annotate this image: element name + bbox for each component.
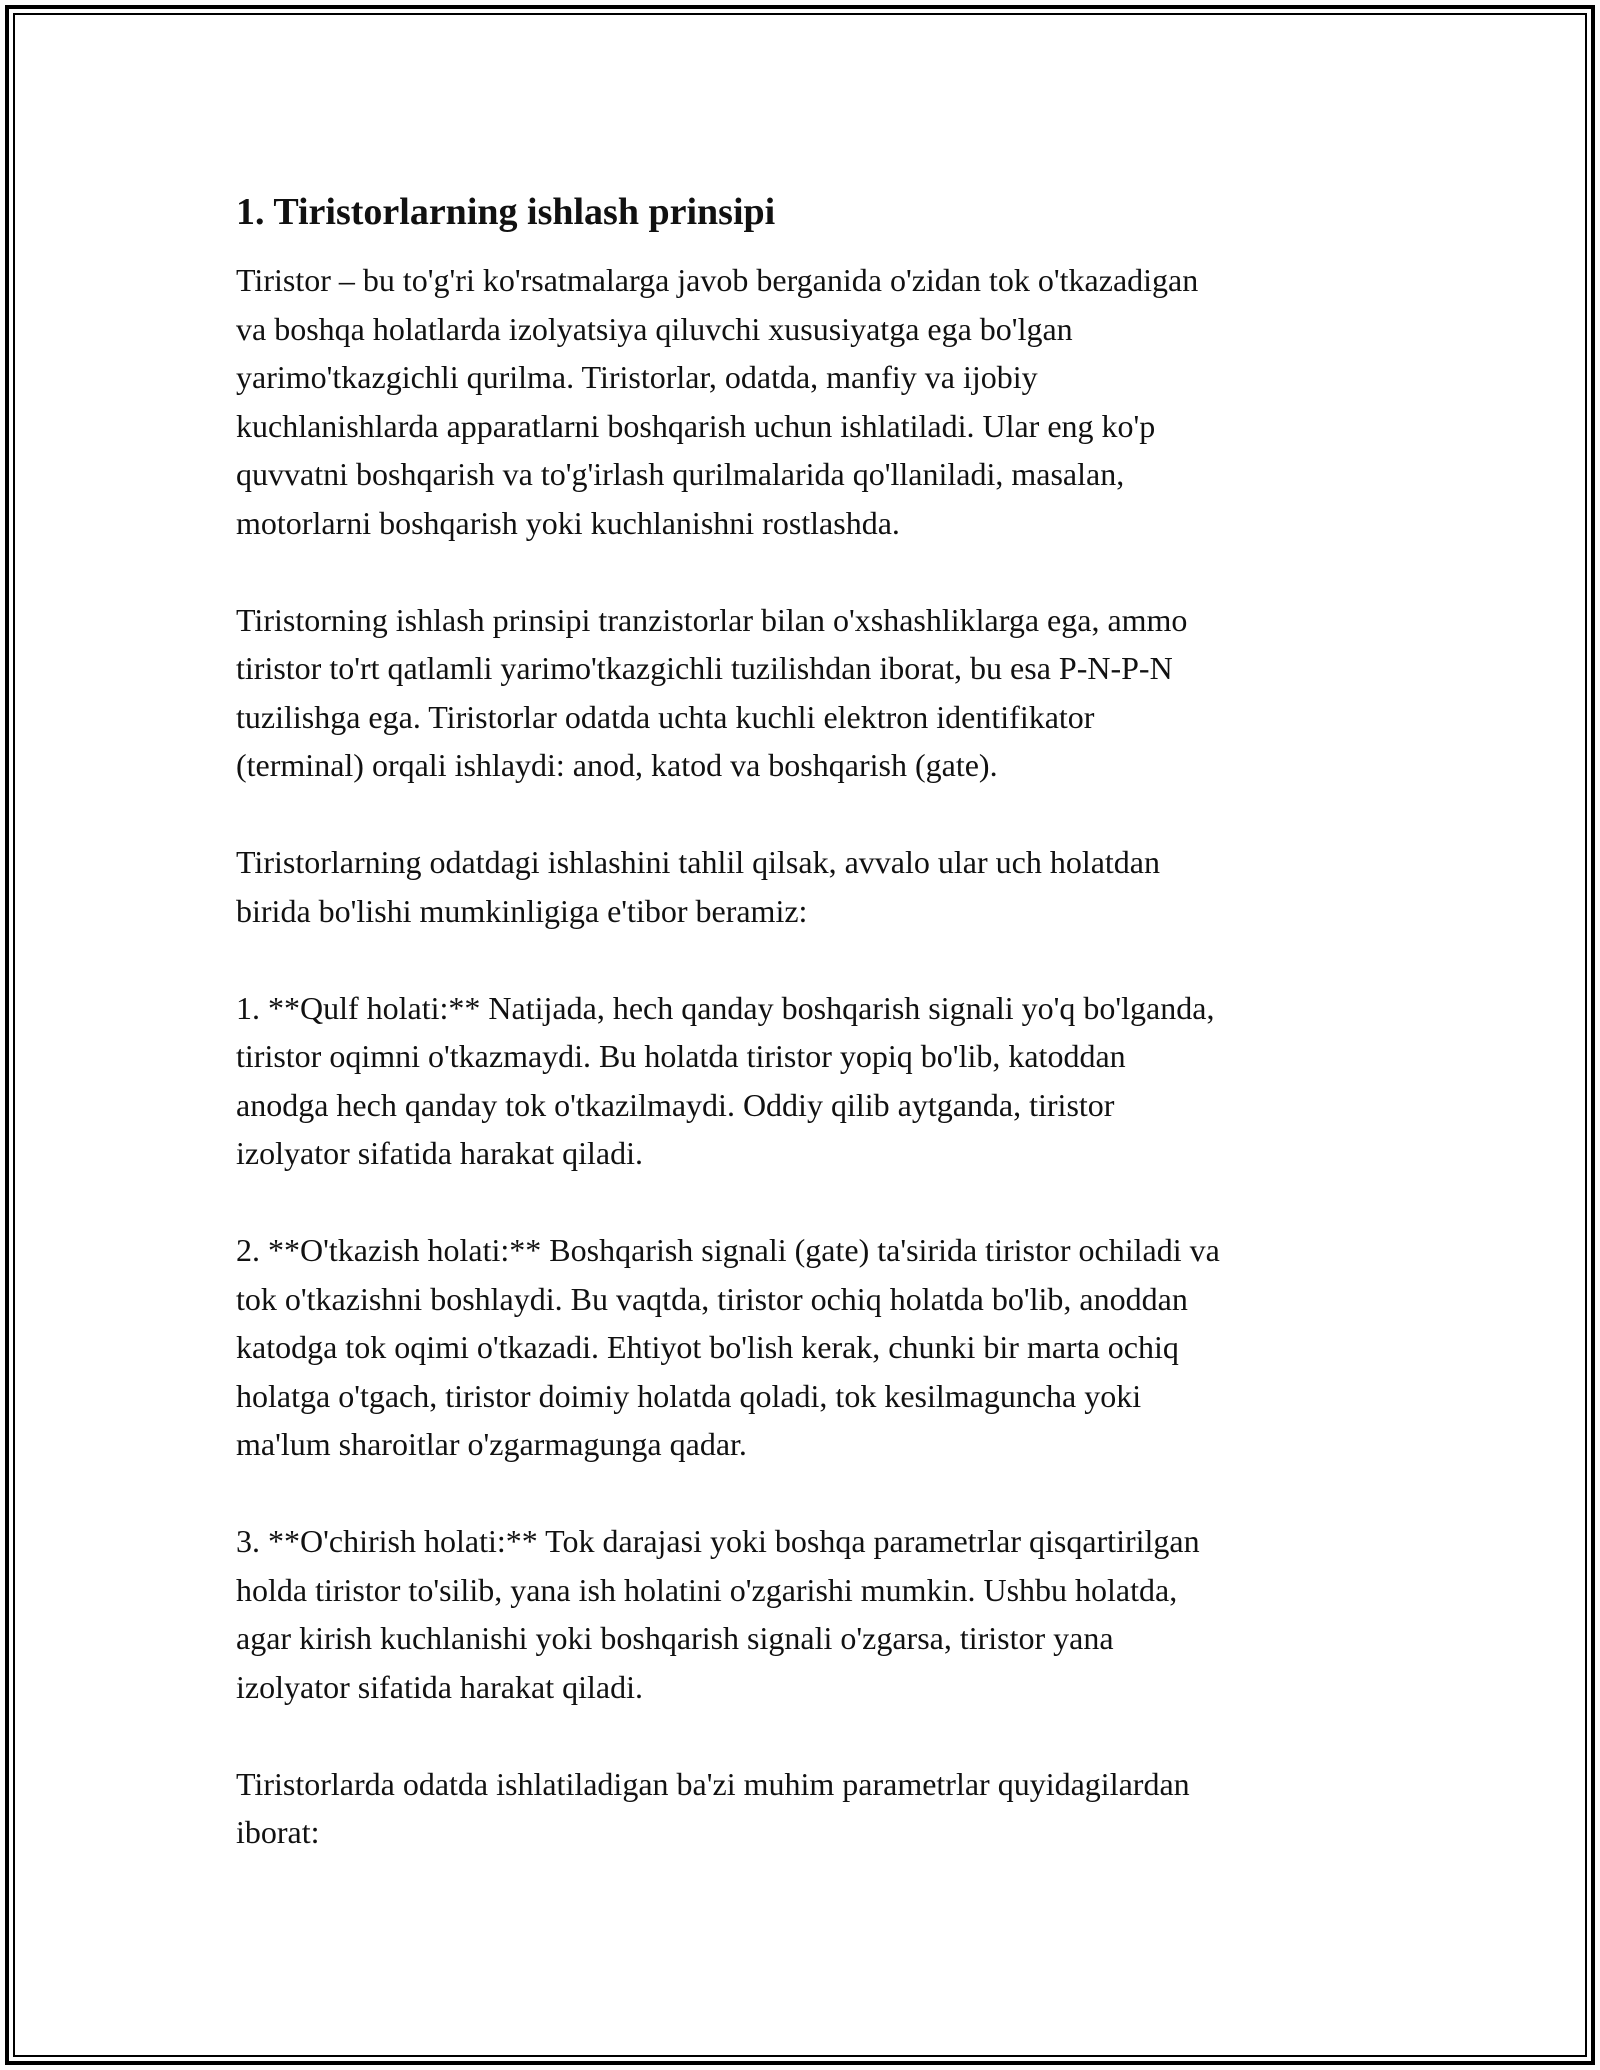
paragraph-definition: Tiristor – bu to'g'ri ko'rsatmalarga javob berganida o'zidan tok o'tkazadigan va boshqa holatlarda izolyatsiya qiluvchi xususiyatga ega bo'lgan yarimo'tkazgichli qurilma. Tiristorlar, odatda, manfiy va ijobiy kuchlanishlarda apparatlarni boshqarish uchun ishlatiladi. Ular eng ko'p quvvatni boshqarish va to'g'irlash qurilmalarida qo'llaniladi, masalan, motorlarni boshqarish yoki kuchlanishni rostlashda. <box>236 262 1199 541</box>
list-item-conduction-state: 2. **O'tkazish holati:** Boshqarish signali (gate) ta'sirida tiristor ochiladi va tok o'tkazishni boshlaydi. Bu vaqtda, tiristor ochiq holatda bo'lib, anoddan katodga tok oqimi o'tkazadi. Ehtiyot bo'lish kerak, chunki bir marta ochiq holatga o'tgach, tiristor doimiy holatda qoladi, tok kesilmaguncha yoki ma'lum sharoitlar o'zgarmagunga qadar. <box>236 1232 1220 1462</box>
paragraph-states-intro: Tiristorlarning odatdagi ishlashini tahlil qilsak, avvalo ular uch holatdan birida bo'lishi mumkinligiga e'tibor beramiz: <box>236 844 1160 929</box>
section-heading: 1. Tiristorlarning ishlash prinsipi <box>236 191 776 233</box>
list-item-lock-state: 1. **Qulf holati:** Natijada, hech qanday boshqarish signali yo'q bo'lganda, tiristor oqimni o'tkazmaydi. Bu holatda tiristor yopiq bo'lib, katoddan anodga hech qanday tok o'tkazilmaydi. Oddiy qilib aytganda, tiristor izolyator sifatida harakat qiladi. <box>236 989 1215 1171</box>
paragraph-principle: Tiristorning ishlash prinsipi tranzistorlar bilan o'xshashliklarga ega, ammo tiristor to'rt qatlamli yarimo'tkazgichli tuzilishdan iborat, bu esa P-N-P-N tuzilishga ega. Tiristorlar odatda uchta kuchli elektron identifikator (terminal) orqali ishlaydi: anod, katod va boshqarish (gate). <box>236 601 1188 783</box>
paragraph-parameters-intro: Tiristorlarda odatda ishlatiladigan ba'zi muhim parametrlar quyidagilardan iborat: <box>236 1765 1190 1850</box>
list-item-off-state: 3. **O'chirish holati:** Tok darajasi yoki boshqa parametrlar qisqartirilgan holda tiristor to'silib, yana ish holatini o'zgarishi mumkin. Ushbu holatda, agar kirish kuchlanishi yoki boshqarish signali o'zgarsa, tiristor yana izolyator sifatida harakat qiladi. <box>236 1523 1200 1705</box>
document-body <box>236 188 1396 1905</box>
